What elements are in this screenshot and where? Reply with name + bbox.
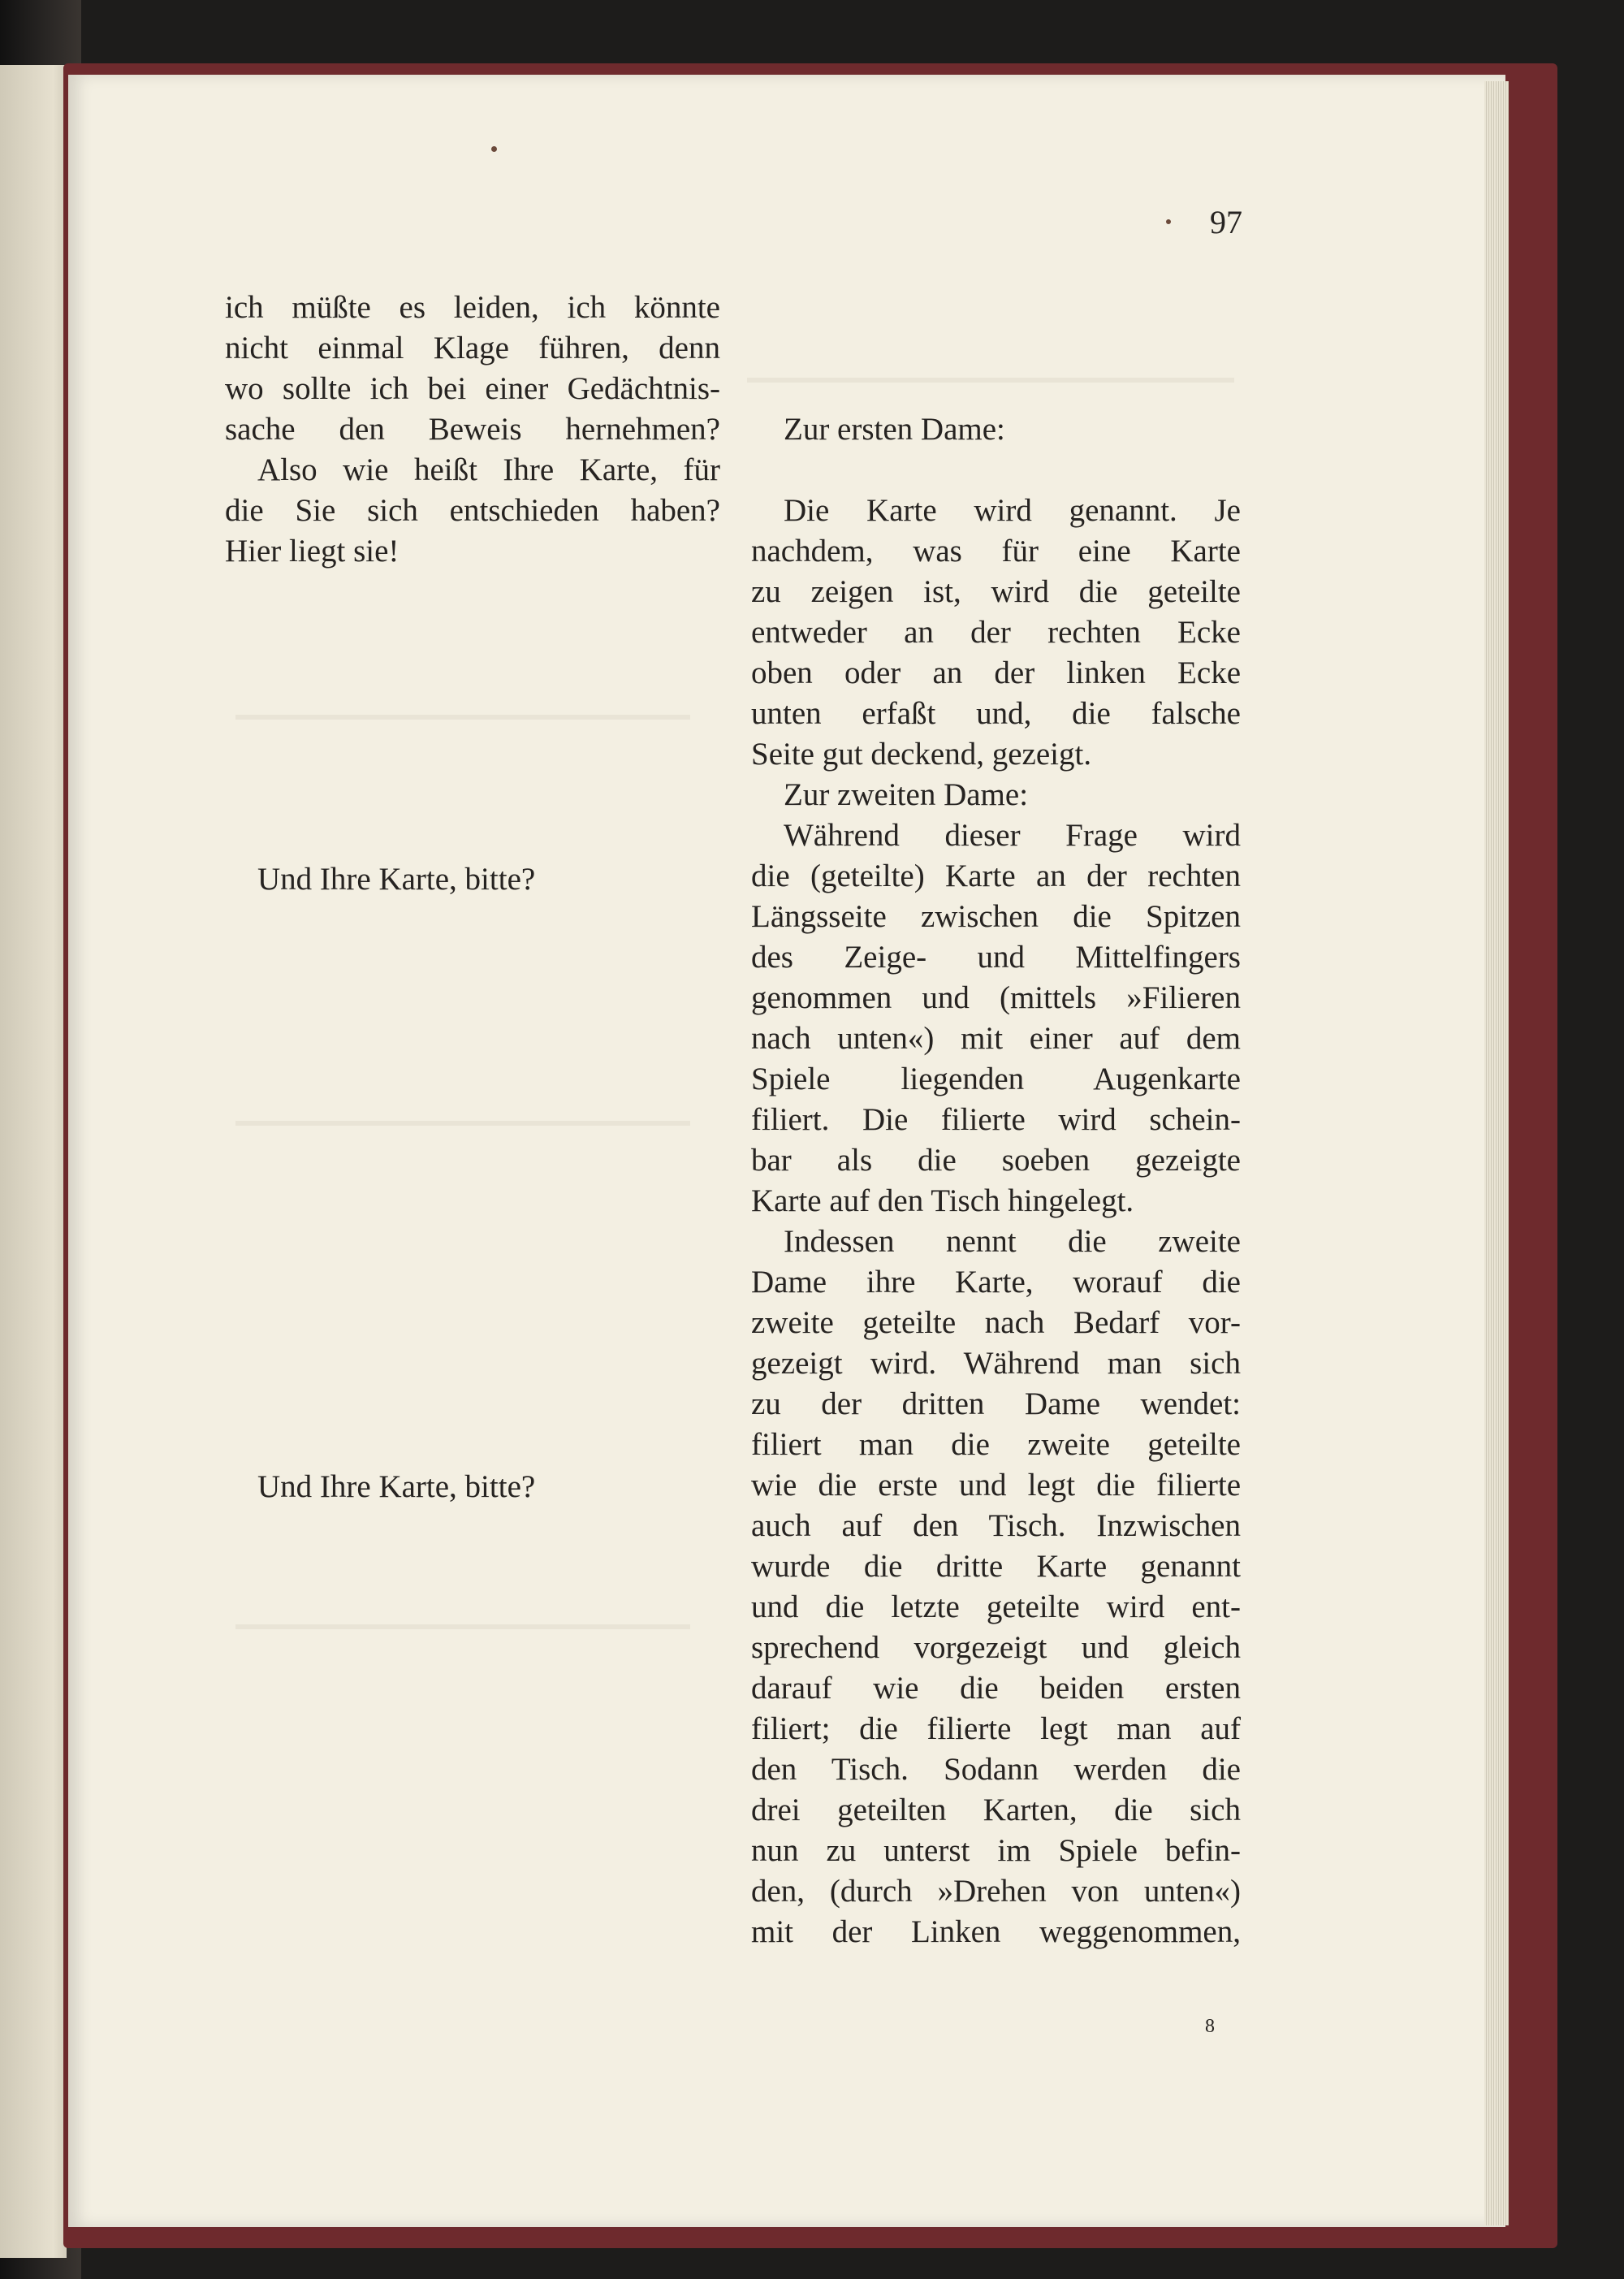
text-line: Indessen nennt die zweite — [784, 1224, 1241, 1259]
right-column — [751, 409, 1241, 1953]
text-line: die Sie sich entschieden haben? — [225, 493, 720, 528]
left-paragraph-2 — [225, 450, 720, 572]
text-line: unten erfaßt und, die falsche — [751, 696, 1241, 731]
text-line: zu der dritten Dame wendet: — [751, 1386, 1241, 1421]
text-line: auch auf den Tisch. Inzwischen — [751, 1508, 1241, 1543]
text-line: Also wie heißt Ihre Karte, für — [257, 452, 720, 487]
text-line: zu zeigen ist, wird die geteilte — [751, 574, 1241, 609]
text-line: Dame ihre Karte, worauf die — [751, 1265, 1241, 1300]
text-line: gezeigt wird. Während man sich — [751, 1346, 1241, 1381]
text-line: den, (durch »Drehen von unten«) — [751, 1874, 1241, 1909]
text-line: Während dieser Frage wird — [784, 818, 1241, 853]
left-question-1: Und Ihre Karte, bitte? — [257, 862, 536, 897]
right-paragraph-1 — [751, 491, 1241, 775]
section-heading: Zur ersten Dame: — [784, 412, 1005, 447]
text-line: bar als die soeben gezeigte — [751, 1143, 1241, 1178]
text-line: ich müßte es leiden, ich könnte — [225, 290, 720, 325]
text-line: Hier liegt sie! — [225, 534, 400, 569]
right-paragraph-2 — [751, 815, 1241, 1222]
text-line: zweite geteilte nach Bedarf vor- — [751, 1305, 1241, 1340]
text-line: sprechend vorgezeigt und gleich — [751, 1630, 1241, 1665]
text-line: filiert man die zweite geteilte — [751, 1427, 1241, 1462]
text-line: drei geteilten Karten, die sich — [751, 1792, 1241, 1827]
left-paragraph-1 — [225, 288, 720, 450]
text-line: des Zeige- und Mittelfingers — [751, 940, 1241, 975]
text-line: nicht einmal Klage führen, denn — [225, 331, 720, 365]
text-line: nun zu unterst im Spiele befin- — [751, 1833, 1241, 1868]
ink-speck — [1166, 219, 1171, 224]
text-line: Spiele liegenden Augenkarte — [751, 1062, 1241, 1096]
text-line: filiert. Die filierte wird schein- — [751, 1102, 1241, 1137]
left-question-2: Und Ihre Karte, bitte? — [257, 1469, 536, 1504]
spacer — [751, 450, 1241, 491]
text-line: darauf wie die beiden ersten — [751, 1671, 1241, 1706]
text-line: wie die erste und legt die filierte — [751, 1468, 1241, 1503]
text-line: mit der Linken weggenommen, — [751, 1914, 1241, 1949]
text-line: nachdem, was für eine Karte — [751, 534, 1241, 569]
text-line: genommen und (mittels »Filieren — [751, 980, 1241, 1015]
page-edges — [1484, 81, 1509, 2225]
text-line: Die Karte wird genannt. Je — [784, 493, 1241, 528]
section-heading: Zur zweiten Dame: — [784, 777, 1029, 812]
text-line: Längsseite zwischen die Spitzen — [751, 899, 1241, 934]
text-line: den Tisch. Sodann werden die — [751, 1752, 1241, 1787]
right-paragraph-3 — [751, 1222, 1241, 1953]
text-line: nach unten«) mit einer auf dem — [751, 1021, 1241, 1056]
left-column — [225, 288, 720, 572]
text-line: oben oder an der linken Ecke — [751, 655, 1241, 690]
text-line: Karte auf den Tisch hingelegt. — [751, 1183, 1134, 1218]
signature-mark: 8 — [1205, 2016, 1215, 2037]
text-line: entweder an der rechten Ecke — [751, 615, 1241, 650]
text-line: filiert; die filierte legt man auf — [751, 1711, 1241, 1746]
text-line: und die letzte geteilte wird ent- — [751, 1589, 1241, 1624]
ink-speck — [491, 146, 497, 152]
page-number: 97 — [1210, 204, 1242, 240]
text-line: wo sollte ich bei einer Gedächtnis- — [225, 371, 720, 406]
text-line: Seite gut deckend, gezeigt. — [751, 737, 1092, 772]
text-line: wurde die dritte Karte genannt — [751, 1549, 1241, 1584]
text-line: die (geteilte) Karte an der rechten — [751, 858, 1241, 893]
text-line: sache den Beweis hernehmen? — [225, 412, 720, 447]
previous-page-edge — [0, 65, 67, 2258]
